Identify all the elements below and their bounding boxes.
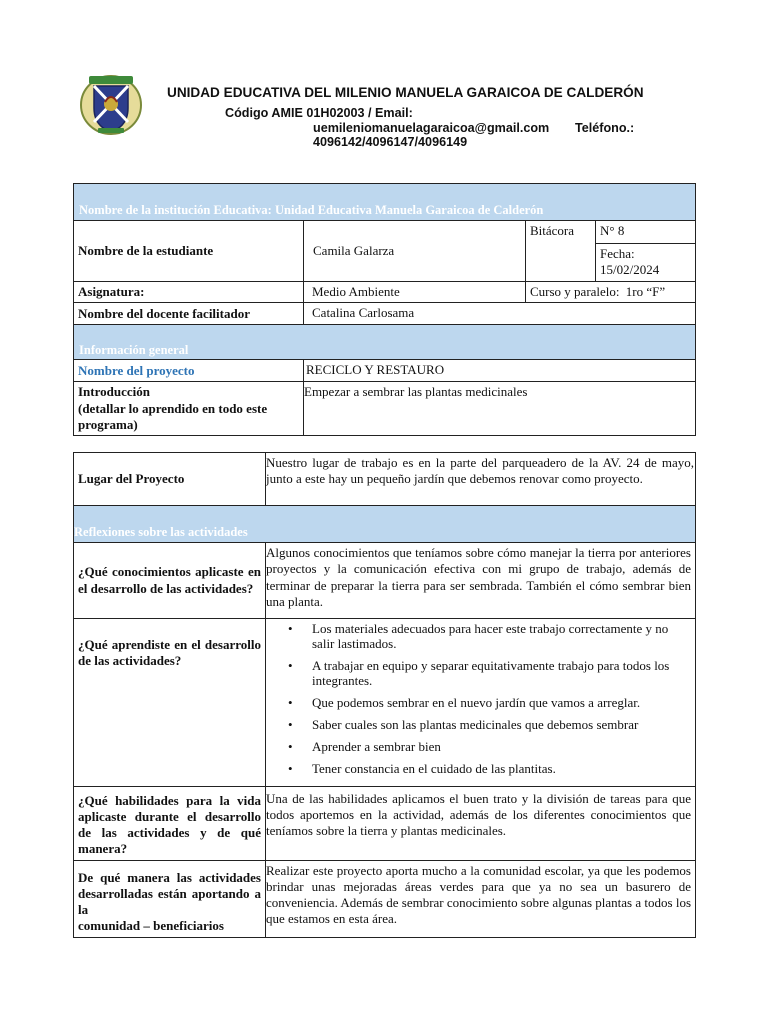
bitacora-number: N° 8 [596,221,696,244]
question-community-line2: comunidad – beneficiarios [78,918,224,934]
answer-learned [266,619,696,787]
bitacora-label: Bitácora [526,221,596,282]
teacher-value: Catalina Carlosama [304,303,696,325]
answer-community: Realizar este proyecto aporta mucho a la comunidad escolar, ya que les podemos brindar unas mejoradas áreas verdes para que ya no sea un basurero de conveniencia. Además de sembrar conocimiento sobre algunas plantas a todos los que estamos en esta área. [266,860,696,937]
list-item: • Los materiales adecuados para hacer este trabajo correctamente y no salir lastimados. [312,622,691,652]
course-label: Curso y paralelo: [530,284,620,299]
student-info-table [73,183,696,436]
intro-label [74,382,304,436]
institution-band: Nombre de la institución Educativa: Unidad Educativa Manuela Garaicoa de Calderón [74,184,696,221]
student-label: Nombre de la estudiante [74,221,304,282]
date-value: 15/02/2024 [600,262,660,278]
subject-value: Medio Ambiente [304,282,526,303]
list-item: • Que podemos sembrar en el nuevo jardín que vamos a arreglar. [312,696,691,711]
teacher-label: Nombre del docente facilitador [74,303,304,325]
amie-code: Código AMIE 01H02003 / Email: [225,106,413,120]
date-cell [596,244,696,282]
question-community [74,860,266,937]
list-item: • Aprender a sembrar bien [312,740,691,755]
place-label: Lugar del Proyecto [74,453,266,506]
course-value: 1ro “F” [625,284,666,299]
school-phones: 4096142/4096147/4096149 [313,135,468,149]
answer-knowledge: Algunos conocimientos que teníamos sobre cómo manejar la tierra por anteriores proyectos y la comunicación efectiva con mi grupo de trabajo, además de terminar de preparar la tierra para ser sembrada. También el cómo sembrar bien una planta. [266,543,696,619]
list-item: • A trabajar en equipo y separar equitativamente trabajo para todos los integrantes. [312,659,691,689]
school-logo [80,72,142,136]
school-email: uemileniomanuelagaraicoa@gmail.com [313,121,550,135]
question-learned: ¿Qué aprendiste en el desarrollo de las actividades? [74,619,266,787]
list-item: • Saber cuales son las plantas medicinales que debemos sembrar [312,718,691,733]
general-info-band: Información general [74,325,696,360]
course-cell [526,282,696,303]
reflections-table [73,452,696,938]
question-community-line1: De qué manera las actividades desarrolladas están aportando a la [78,869,261,917]
question-knowledge: ¿Qué conocimientos aplicaste en el desarrollo de las actividades? [74,543,266,619]
list-item: • Tener constancia en el cuidado de las plantitas. [312,762,691,777]
intro-label-title: Introducción [78,384,150,400]
intro-value: Empezar a sembrar las plantas medicinales [304,382,696,436]
project-label: Nombre del proyecto [74,360,304,382]
intro-label-detail: (detallar lo aprendido en todo este programa) [78,400,268,432]
project-value: RECICLO Y RESTAURO [304,360,696,382]
answer-skills: Una de las habilidades aplicamos el buen trato y la división de tareas para que todos aportemos en la actividad, además de los diferentes conocimientos que teníamos sobre la tierra y plantas medicinales. [266,786,696,860]
place-value: Nuestro lugar de trabajo es en la parte del parqueadero de la AV. 24 de mayo, junto a este hay un pequeño jardín que debemos renovar como proyecto. [266,453,696,506]
date-label: Fecha: [600,246,635,261]
subject-label: Asignatura: [74,282,304,303]
learned-list [270,622,691,777]
school-title: UNIDAD EDUCATIVA DEL MILENIO MANUELA GARAICOA DE CALDERÓN [167,85,644,100]
question-skills: ¿Qué habilidades para la vida aplicaste durante el desarrollo de las actividades y de qué manera? [74,786,266,860]
phone-label: Teléfono.: [575,121,635,135]
student-value: Camila Galarza [304,221,526,282]
reflections-band: Reflexiones sobre las actividades [74,506,696,543]
